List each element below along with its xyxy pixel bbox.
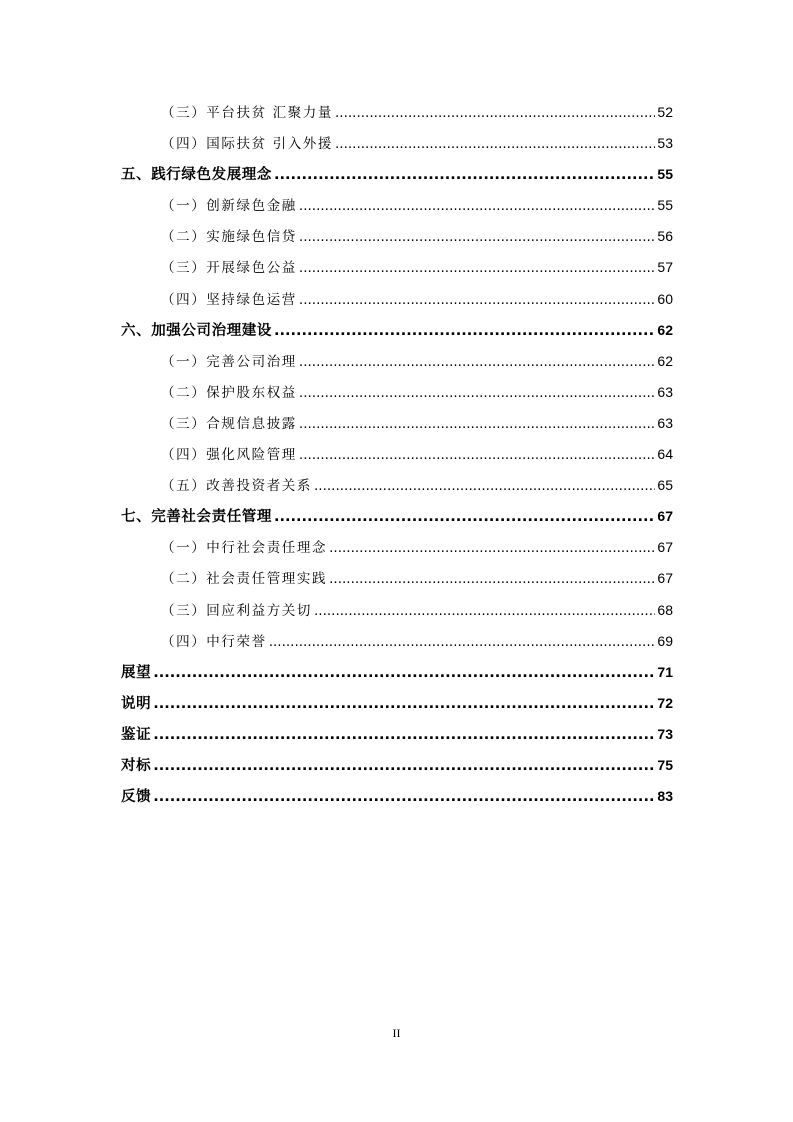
toc-entry-page: 67 (657, 539, 673, 556)
toc-entry-green-charity[interactable] (121, 252, 673, 283)
toc-entry-title: （四）强化风险管理 (161, 447, 297, 464)
toc-entry-title: （三）合规信息披露 (161, 415, 297, 432)
toc-dot-leader (314, 471, 655, 502)
toc-chapter-title: 对标 (121, 757, 152, 774)
toc-entry-risk-management[interactable] (121, 439, 673, 470)
toc-entry-page: 53 (657, 135, 673, 152)
toc-entry-green-finance[interactable] (121, 190, 673, 221)
toc-dot-leader (299, 440, 656, 471)
toc-entry-page: 69 (657, 632, 673, 649)
toc-chapter-green-development[interactable] (121, 159, 673, 190)
toc-chapter-page: 83 (657, 788, 673, 805)
toc-dot-leader (329, 564, 655, 595)
toc-entry-shareholder-rights[interactable] (121, 377, 673, 408)
toc-dot-leader (299, 191, 656, 222)
toc-chapter-page: 72 (657, 694, 673, 711)
toc-dot-leader (269, 627, 656, 658)
toc-dot-leader (274, 160, 655, 191)
toc-chapter-title: 说明 (121, 695, 152, 712)
toc-entry-page: 64 (657, 446, 673, 463)
toc-entry-green-operations[interactable] (121, 284, 673, 315)
toc-entry-page: 67 (657, 570, 673, 587)
toc-entry-improve-governance[interactable] (121, 346, 673, 377)
toc-chapter-title: 鉴证 (121, 726, 152, 743)
toc-chapter-feedback[interactable] (121, 781, 673, 812)
toc-dot-leader (153, 751, 655, 782)
table-of-contents (121, 97, 673, 812)
toc-dot-leader (299, 222, 656, 253)
toc-entry-green-credit[interactable] (121, 221, 673, 252)
toc-entry-page: 65 (657, 477, 673, 494)
toc-chapter-page: 55 (657, 166, 673, 183)
toc-dot-leader (274, 316, 655, 347)
toc-chapter-notes[interactable] (121, 688, 673, 719)
toc-dot-leader (335, 129, 655, 160)
toc-entry-page: 56 (657, 228, 673, 245)
toc-entry-title: （三）开展绿色公益 (161, 260, 297, 277)
toc-chapter-page: 75 (657, 756, 673, 773)
toc-chapter-page: 71 (657, 663, 673, 680)
toc-dot-leader (299, 378, 656, 409)
toc-entry-page: 63 (657, 414, 673, 431)
toc-entry-title: （五）改善投资者关系 (161, 478, 312, 495)
toc-chapter-page: 73 (657, 725, 673, 742)
toc-chapter-page: 62 (657, 321, 673, 338)
toc-chapter-title: 七、完善社会责任管理 (121, 509, 272, 526)
toc-entry-title: （三）平台扶贫 汇聚力量 (161, 105, 333, 121)
toc-chapter-social-responsibility[interactable] (121, 501, 673, 532)
toc-entry-title: （二）实施绿色信贷 (161, 229, 297, 246)
toc-entry-title: （四）国际扶贫 引入外援 (161, 136, 333, 153)
toc-entry-title: （二）保护股东权益 (161, 384, 297, 401)
toc-entry-information-disclosure[interactable] (121, 408, 673, 439)
toc-dot-leader (299, 253, 656, 284)
toc-entry-page: 52 (657, 104, 673, 120)
toc-entry-title: （一）中行社会责任理念 (161, 540, 328, 557)
toc-entry-poverty-international[interactable] (121, 128, 673, 159)
toc-entry-page: 57 (657, 259, 673, 276)
toc-entry-page: 55 (657, 197, 673, 214)
toc-dot-leader (153, 782, 655, 813)
toc-chapter-title: 五、践行绿色发展理念 (121, 167, 272, 184)
toc-dot-leader (329, 533, 655, 564)
toc-chapter-title: 六、加强公司治理建设 (121, 322, 272, 339)
toc-entry-investor-relations[interactable] (121, 470, 673, 501)
toc-entry-page: 68 (657, 601, 673, 618)
toc-dot-leader (153, 658, 655, 689)
toc-chapter-outlook[interactable] (121, 657, 673, 688)
toc-entry-poverty-platform[interactable] (121, 97, 673, 128)
toc-dot-leader (299, 285, 656, 316)
toc-chapter-assurance[interactable] (121, 719, 673, 750)
toc-chapter-title: 反馈 (121, 789, 152, 806)
toc-entry-title: （一）创新绿色金融 (161, 198, 297, 215)
toc-entry-title: （四）坚持绿色运营 (161, 291, 297, 308)
toc-entry-csr-practice[interactable] (121, 563, 673, 594)
toc-entry-stakeholder-concerns[interactable] (121, 595, 673, 626)
toc-entry-title: （一）完善公司治理 (161, 353, 297, 370)
toc-chapter-page: 67 (657, 508, 673, 525)
toc-entry-title: （四）中行荣誉 (161, 633, 267, 650)
toc-entry-page: 63 (657, 383, 673, 400)
page-number: II (392, 1026, 401, 1040)
toc-dot-leader (314, 596, 655, 627)
toc-dot-leader (299, 347, 656, 378)
toc-entry-page: 62 (657, 352, 673, 369)
toc-dot-leader (299, 409, 656, 440)
toc-chapter-title: 展望 (121, 664, 152, 681)
toc-entry-title: （三）回应利益方关切 (161, 602, 312, 619)
toc-entry-honors[interactable] (121, 626, 673, 657)
toc-dot-leader (335, 98, 655, 129)
toc-chapter-benchmark[interactable] (121, 750, 673, 781)
toc-entry-page: 60 (657, 290, 673, 307)
toc-dot-leader (153, 720, 655, 751)
toc-dot-leader (153, 689, 655, 720)
toc-entry-csr-philosophy[interactable] (121, 532, 673, 563)
toc-chapter-corporate-governance[interactable] (121, 315, 673, 346)
toc-dot-leader (274, 502, 655, 533)
toc-entry-title: （二）社会责任管理实践 (161, 571, 328, 588)
